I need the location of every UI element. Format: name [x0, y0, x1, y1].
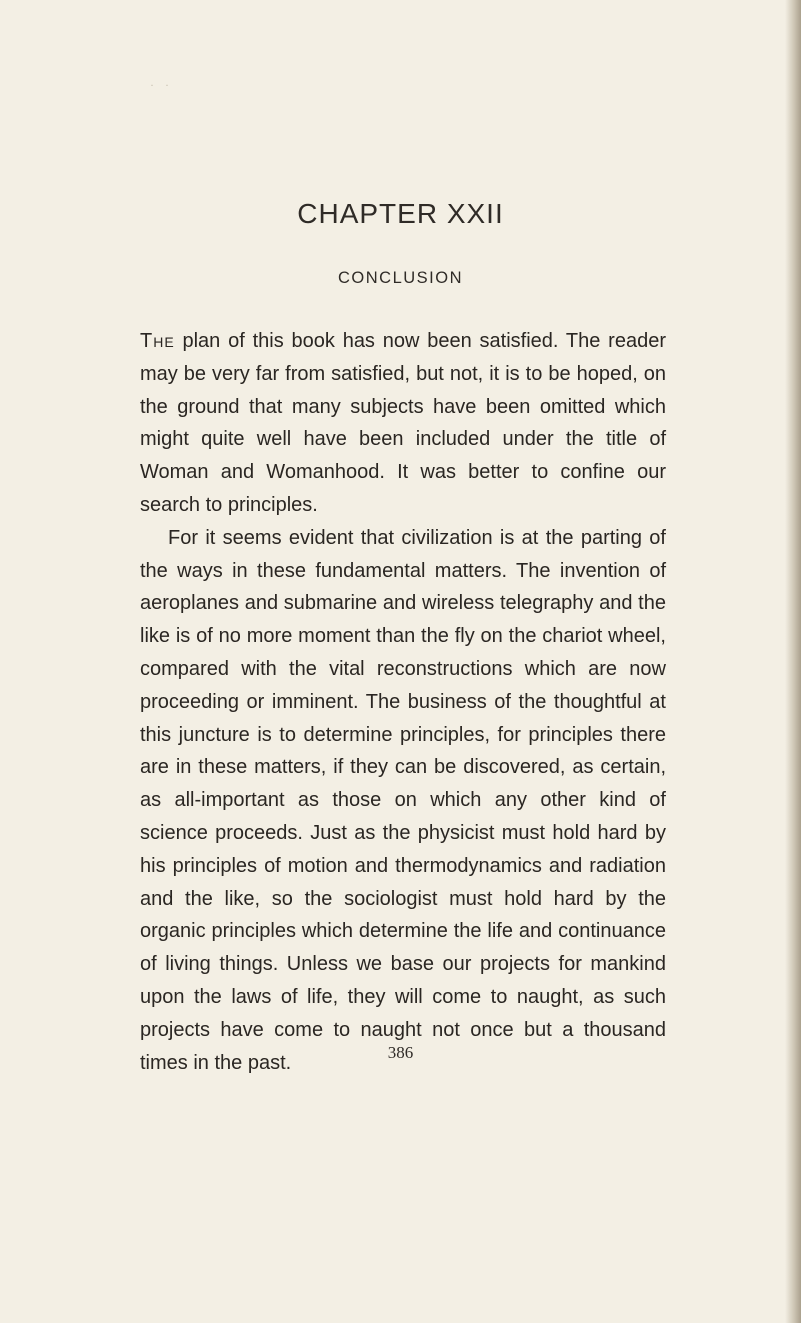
page-number: 386	[387, 1043, 414, 1062]
paragraph-1	[140, 325, 666, 522]
paragraph-lead-word: The	[140, 330, 175, 352]
paragraph-1-text: plan of this book has now been satisfied. The reader may be very far from satisfied, but not, it is to be hoped, on the ground that many subjects have been omitted which might quite well have been included under the title of Woman and Womanhood. It was better to confine our search to principles.	[140, 330, 666, 516]
chapter-heading: CHAPTER XXII	[297, 198, 504, 229]
paper-speck-marks: · ·	[150, 78, 173, 92]
paragraph-2: For it seems evident that civilization is at the parting of the ways in these fundamental matters. The invention of aeroplanes and submarine and wireless telegraphy and the like is of no more moment than the fly on the chariot wheel, compared with the vital reconstructions which are now proceeding or imminent. The business of the thoughtful at this juncture is to determine principles, for principles there are in these matters, if they can be discovered, as certain, as all-important as those on which any other kind of science proceeds. Just as the physicist must hold hard by his principles of motion and thermodynamics and radiation and the like, so the sociologist must hold hard by the organic principles which determine the life and continuance of living things. Unless we base our projects for mankind upon the laws of life, they will come to naught, as such projects have come to naught not once but a thousand times in the past.	[140, 526, 666, 1074]
section-heading: CONCLUSION	[337, 269, 463, 287]
body-text	[140, 325, 666, 1079]
